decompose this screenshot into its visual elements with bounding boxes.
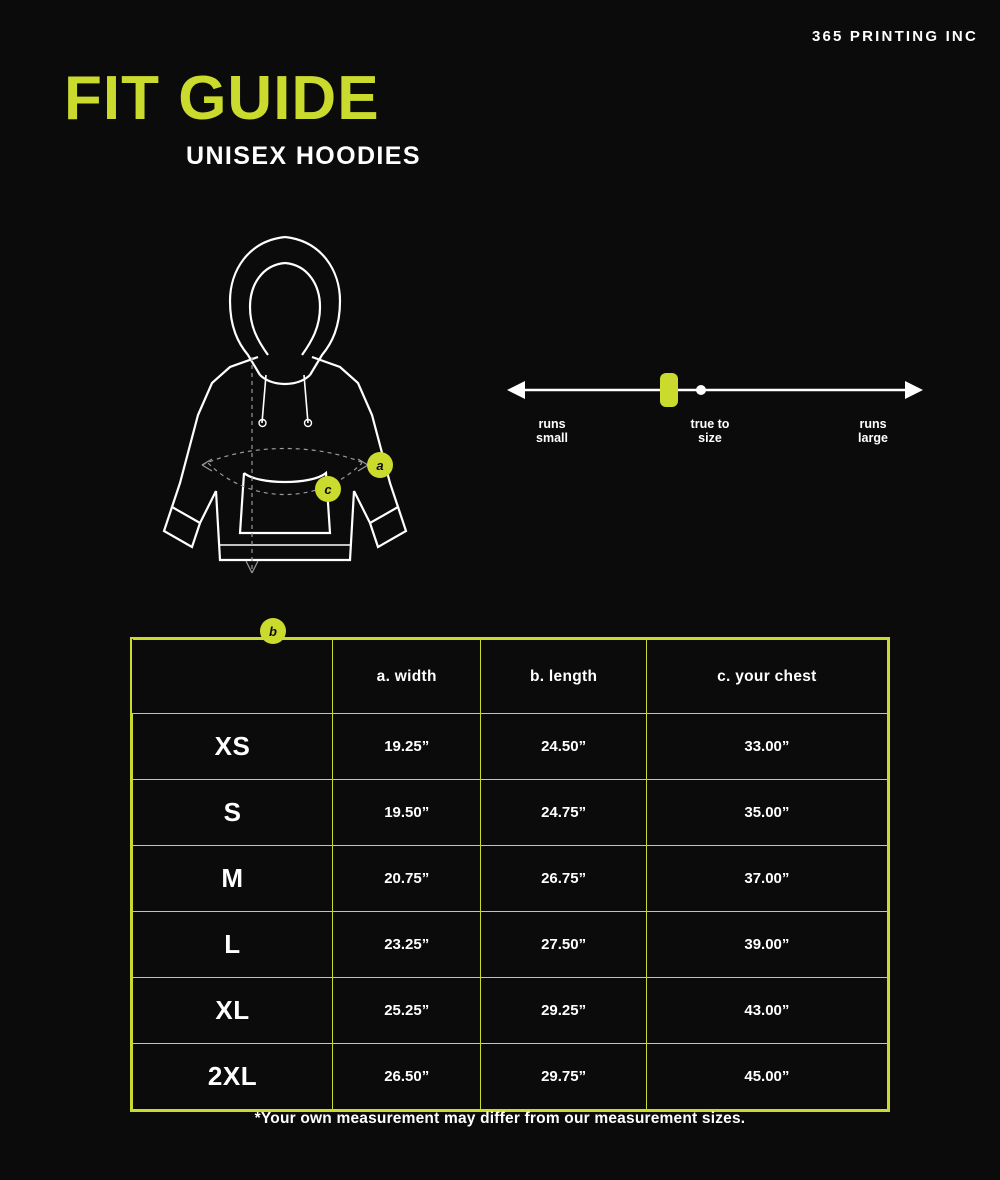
size-label: XS: [133, 714, 333, 780]
cell-width: 25.25”: [333, 978, 481, 1044]
page-title: FIT GUIDE: [64, 64, 380, 133]
size-label: L: [133, 912, 333, 978]
size-label: 2XL: [133, 1044, 333, 1110]
cell-length: 29.75”: [481, 1044, 646, 1110]
scale-dot: [696, 385, 706, 395]
cell-length: 26.75”: [481, 846, 646, 912]
scale-label-runs-large-line2: large: [858, 431, 888, 446]
table-header-row: [133, 640, 888, 714]
badge-c: c: [315, 476, 341, 502]
cell-chest: 35.00”: [646, 780, 887, 846]
scale-label-runs-large-line1: runs: [859, 417, 887, 431]
column-header-width: a. width: [333, 640, 481, 714]
cell-width: 19.50”: [333, 780, 481, 846]
scale-label-runs-small-line2: small: [536, 431, 568, 446]
scale-label-runs-large: [825, 417, 921, 446]
cell-width: 19.25”: [333, 714, 481, 780]
table-row: [133, 1044, 888, 1110]
scale-label-true-line2: size: [698, 431, 722, 446]
table-row: [133, 846, 888, 912]
fit-scale: [505, 365, 925, 475]
size-label: XL: [133, 978, 333, 1044]
cell-chest: 37.00”: [646, 846, 887, 912]
cell-chest: 39.00”: [646, 912, 887, 978]
cell-chest: 43.00”: [646, 978, 887, 1044]
cell-length: 24.50”: [481, 714, 646, 780]
scale-label-runs-small-line1: runs: [538, 417, 566, 431]
column-header-0: [133, 640, 333, 714]
table-row: [133, 714, 888, 780]
cell-length: 29.25”: [481, 978, 646, 1044]
cell-width: 20.75”: [333, 846, 481, 912]
column-header-length: b. length: [481, 640, 646, 714]
column-header-chest: c. your chest: [646, 640, 887, 714]
page-subtitle: UNISEX HOODIES: [186, 142, 421, 170]
cell-chest: 45.00”: [646, 1044, 887, 1110]
arrow-right-icon: [905, 381, 923, 399]
badge-b: b: [260, 618, 286, 644]
scale-marker: [660, 373, 678, 407]
table-row: [133, 912, 888, 978]
cell-width: 26.50”: [333, 1044, 481, 1110]
brand-name: 365 PRINTING INC: [811, 28, 978, 45]
scale-label-true-line1: true to: [690, 417, 730, 431]
badge-a: a: [367, 452, 393, 478]
footnote: *Your own measurement may differ from our measurement sizes.: [254, 1110, 746, 1127]
arrow-left-icon: [507, 381, 525, 399]
cell-length: 27.50”: [481, 912, 646, 978]
size-chart: [130, 637, 890, 1112]
cell-chest: 33.00”: [646, 714, 887, 780]
cell-length: 24.75”: [481, 780, 646, 846]
size-label: M: [133, 846, 333, 912]
scale-label-runs-small: [507, 417, 597, 446]
size-label: S: [133, 780, 333, 846]
table-row: [133, 978, 888, 1044]
cell-width: 23.25”: [333, 912, 481, 978]
scale-label-true-to-size: [645, 417, 775, 446]
hoodie-illustration: [80, 215, 500, 639]
table-row: [133, 780, 888, 846]
